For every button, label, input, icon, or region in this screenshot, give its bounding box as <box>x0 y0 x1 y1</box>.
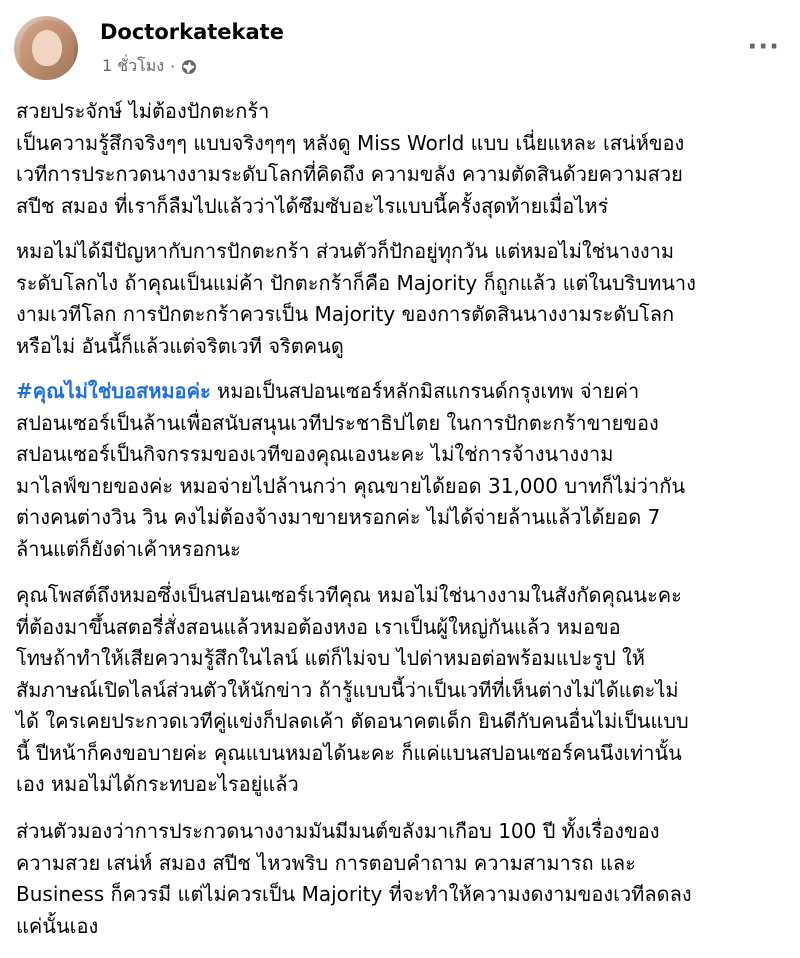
text-line: Business ก็ควรมี แต่ไม่ควรเป็น Majority ที่จะทำให้ความงดงามของเวทีลดลง <box>16 882 692 906</box>
text-line: สปอนเซอร์เป็นกิจกรรมของเวทีของคุณเองนะคะ ไม่ใช่การจ้างนางงาม <box>16 442 614 466</box>
text-line: ได้ ใครเคยประกวดเวทีคู่แข่งก็ปลดเค้า ตัดอนาคตเด็ก ยินดีกับคนอื่นไม่เป็นแบบ <box>16 709 689 733</box>
more-options-icon[interactable]: ··· <box>747 32 780 62</box>
paragraph-1 <box>16 96 684 222</box>
paragraph-2 <box>16 236 696 362</box>
text-line: ระดับโลกไง ถ้าคุณเป็นแม่ค้า ปักตะกร้าก็คือ Majority ก็ถูกแล้ว แต่ในบริบทนาง <box>16 270 696 295</box>
text-line: แค่นั้นเอง <box>16 913 99 938</box>
paragraph-5 <box>16 816 692 942</box>
hashtag-link[interactable]: #คุณไม่ใช่บอสหมอค่ะ <box>16 379 211 403</box>
paragraph-4 <box>16 580 689 801</box>
text-line: เป็นความรู้สึกจริงๆๆ แบบจริงๆๆๆ หลังดู Miss World แบบ เนี่ยแหละ เสน่ห์ของ <box>16 130 685 155</box>
meta-separator: · <box>170 57 176 76</box>
text-line: สวยประจักษ์ ไม่ต้องปักตะกร้า <box>16 99 270 123</box>
text-line: ที่ต้องมาขึ้นสตอรี่สั่งสอนแล้วหมอต้องหงอ เราเป็นผู้ใหญ่กันแล้ว หมอขอ <box>16 614 621 639</box>
text-line: หรือไม่ อันนี้ก็แล้วแต่จริตเวที จริตคนดู <box>16 333 344 358</box>
globe-icon[interactable] <box>181 59 197 75</box>
text-line: มาไลฟ์ขายของค่ะ หมอจ่ายไปล้านกว่า คุณขายได้ยอด 31,000 บาทก็ไม่ว่ากัน <box>16 473 686 498</box>
post-meta <box>102 54 197 79</box>
text-line: ความสวย เสน่ห์ สมอง สปีช ไหวพริบ การตอบคำถาม ความสามารถ และ <box>16 850 636 875</box>
author-name[interactable]: Doctorkatekate <box>100 20 284 44</box>
text-line: เวทีการประกวดนางงามระดับโลกที่คิดถึง ความขลัง ความตัดสินด้วยความสวย <box>16 162 683 186</box>
text-line: ต่างคนต่างวิน วิน คงไม่ต้องจ้างมาขายหรอกค่ะ ไม่ได้จ่ายล้านแล้วได้ยอด 7 <box>16 505 661 529</box>
text-line-rest: หมอเป็นสปอนเซอร์หลักมิสแกรนด์กรุงเทพ จ่ายค่า <box>210 379 640 403</box>
text-line: สัมภาษณ์เปิดไลน์ส่วนตัวให้นักข่าว ถ้ารู้แบบนี้ว่าเป็นเวทีที่เห็นต่างไม่ได้แตะไม่ <box>16 677 679 702</box>
text-line: งามเวทีโลก การปักตะกร้าควรเป็น Majority ของการตัดสินนางงามระดับโลก <box>16 302 675 326</box>
text-line: นี้ ปีหน้าก็คงขอบายค่ะ คุณแบนหมอได้นะคะ ก็แค่แบนสปอนเซอร์คนนึงเท่านั้น <box>16 740 682 765</box>
text-line: ล้านแต่ก็ยังด่าเค้าหรอกนะ <box>16 536 241 561</box>
post-timestamp[interactable]: 1 ชั่วโมง <box>102 56 165 75</box>
text-line: เอง หมอไม่ได้กระทบอะไรอยู่แล้ว <box>16 772 299 796</box>
text-line: สปีช สมอง ที่เราก็ลืมไปแล้วว่าได้ซึมซับอะไรแบบนี้ครั้งสุดท้ายเมื่อไหร่ <box>16 193 609 218</box>
avatar[interactable] <box>14 16 78 80</box>
text-line: โทษถ้าทำให้เสียความรู้สึกในไลน์ แต่ก็ไม่จบ ไปด่าหมอต่อพร้อมแปะรูป ให้ <box>16 646 645 670</box>
paragraph-3 <box>16 376 685 565</box>
text-line: หมอไม่ได้มีปัญหากับการปักตะกร้า ส่วนตัวก็ปักอยู่ทุกวัน แต่หมอไม่ใช่นางงาม <box>16 239 675 263</box>
avatar-face <box>32 30 62 66</box>
text-line: สปอนเซอร์เป็นล้านเพื่อสนับสนุนเวทีประชาธิปไตย ในการปักตะกร้าขายของ <box>16 410 659 435</box>
text-line-with-hashtag <box>16 376 685 408</box>
text-line: ส่วนตัวมองว่าการประกวดนางงามมันมีมนต์ขลังมาเกือบ 100 ปี ทั้งเรื่องของ <box>16 819 660 843</box>
text-line: คุณโพสต์ถึงหมอซึ่งเป็นสปอนเซอร์เวทีคุณ หมอไม่ใช่นางงามในสังกัดคุณนะคะ <box>16 583 682 607</box>
post-header <box>12 12 788 82</box>
